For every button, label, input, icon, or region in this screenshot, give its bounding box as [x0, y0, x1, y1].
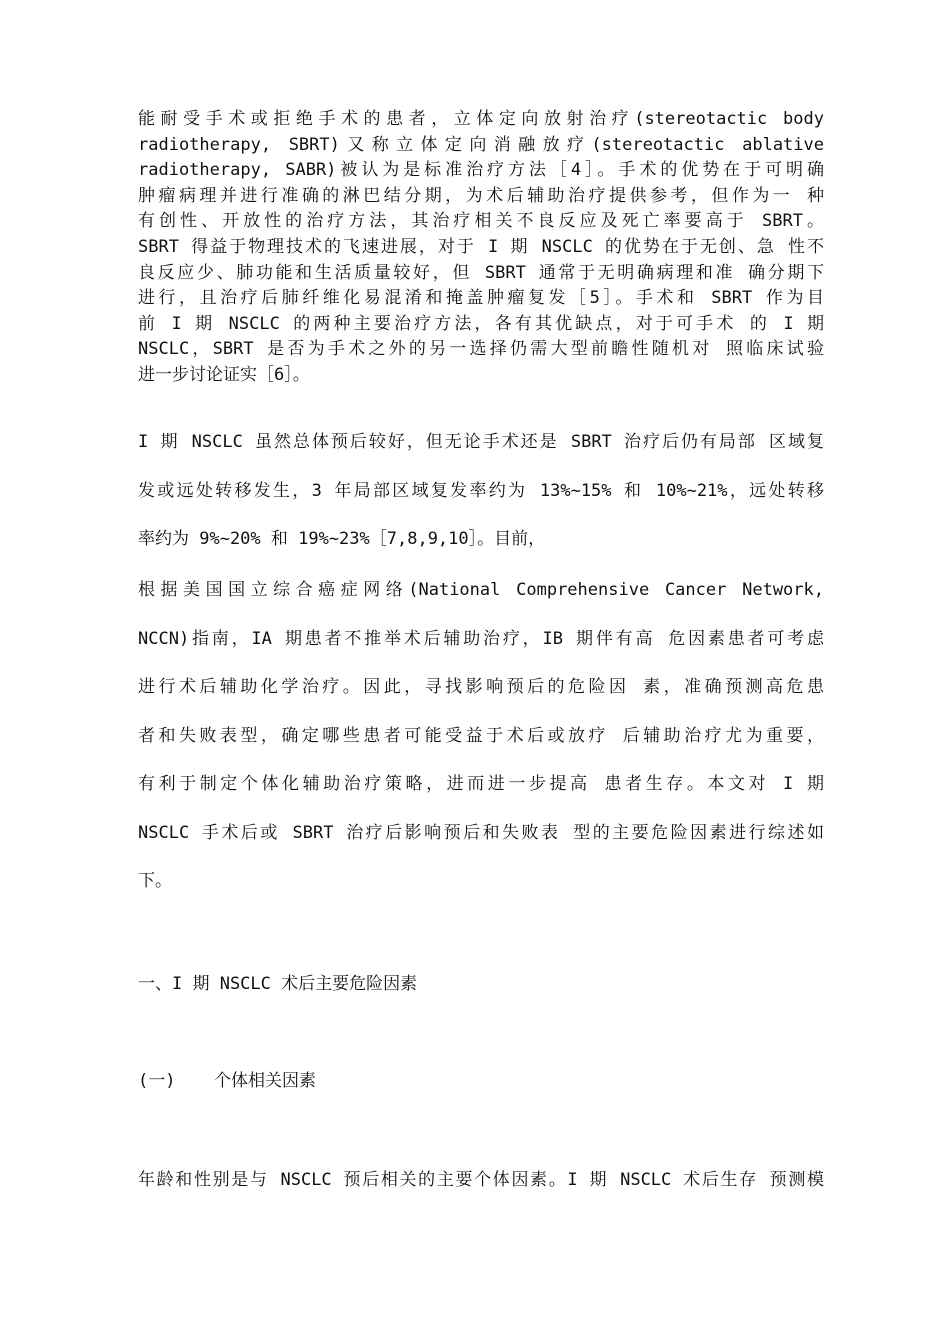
text-line: 良反应少、肺功能和生活质量较好，但 SBRT 通常于无明确病理和准 确分期下 — [138, 262, 824, 283]
text-line: 进行，且治疗后肺纤维化易混淆和掩盖肿瘤复发［5］。手术和 SBRT 作为目 — [138, 288, 824, 309]
section-heading: 一、I 期 NSCLC 术后主要危险因素 — [138, 974, 418, 994]
text-line: 肿瘤病理并进行准确的淋巴结分期，为术后辅助治疗提供参考，但作为一 种 — [138, 185, 824, 206]
text-line: 根据美国国立综合癌症网络(National Comprehensive Cancer Network, — [138, 580, 824, 600]
text-line: NSCLC 手术后或 SBRT 治疗后影响预后和失败表 型的主要危险因素进行综述如 — [138, 822, 824, 843]
text-line: 下。 — [138, 871, 172, 891]
subsection-title: 个体相关因素 — [214, 1071, 316, 1091]
text-line: 率约为 9%~20% 和 19%~23%［7,8,9,10］。目前， — [138, 529, 546, 549]
text-line: radiotherapy, SABR)被认为是标准治疗方法［4］。手术的优势在于可明确 — [138, 160, 824, 181]
text-line: NCCN)指南，IA 期患者不推举术后辅助治疗，IB 期伴有高 危因素患者可考虑 — [138, 628, 824, 649]
paragraph-individual-factors — [138, 1156, 824, 1205]
paragraph-recurrence-rates — [138, 418, 824, 564]
text-line: 进行术后辅助化学治疗。因此，寻找影响预后的危险因 素，准确预测高危患 — [138, 677, 824, 697]
text-line: NSCLC，SBRT 是否为手术之外的另一选择仍需大型前瞻性随机对 照临床试验 — [138, 339, 824, 360]
subsection-heading — [138, 1069, 316, 1093]
text-line: SBRT 得益于物理技术的飞速进展，对于 I 期 NSCLC 的优势在于无创、急 性不 — [138, 236, 824, 257]
text-line: 有创性、开放性的治疗方法，其治疗相关不良反应及死亡率要高于 SBRT。 — [138, 211, 824, 232]
text-line: 进一步讨论证实［6］。 — [138, 364, 310, 385]
paragraph-sbrt-background — [138, 107, 824, 389]
text-line: 前 I 期 NSCLC 的两种主要治疗方法，各有其优缺点，对于可手术 的 I 期 — [138, 313, 824, 334]
subsection-number: (一) — [138, 1071, 176, 1091]
paragraph-nccn-guidelines — [138, 566, 824, 906]
text-line: I 期 NSCLC 虽然总体预后较好，但无论手术还是 SBRT 治疗后仍有局部 区域复 — [138, 432, 824, 452]
text-line: 年龄和性别是与 NSCLC 预后相关的主要个体因素。I 期 NSCLC 术后生存 预测模 — [138, 1170, 824, 1190]
text-line: radiotherapy, SBRT)又称立体定向消融放疗(stereotactic ablative — [138, 134, 824, 155]
text-line: 有利于制定个体化辅助治疗策略，进而进一步提高 患者生存。本文对 I 期 — [138, 774, 824, 794]
text-line: 者和失败表型，确定哪些患者可能受益于术后或放疗 后辅助治疗尤为重要， — [138, 725, 824, 746]
text-line: 发或远处转移发生，3 年局部区域复发率约为 13%~15% 和 10%~21%，远处转移 — [138, 480, 824, 501]
text-line: 能耐受手术或拒绝手术的患者，立体定向放射治疗(stereotactic body — [138, 109, 824, 129]
